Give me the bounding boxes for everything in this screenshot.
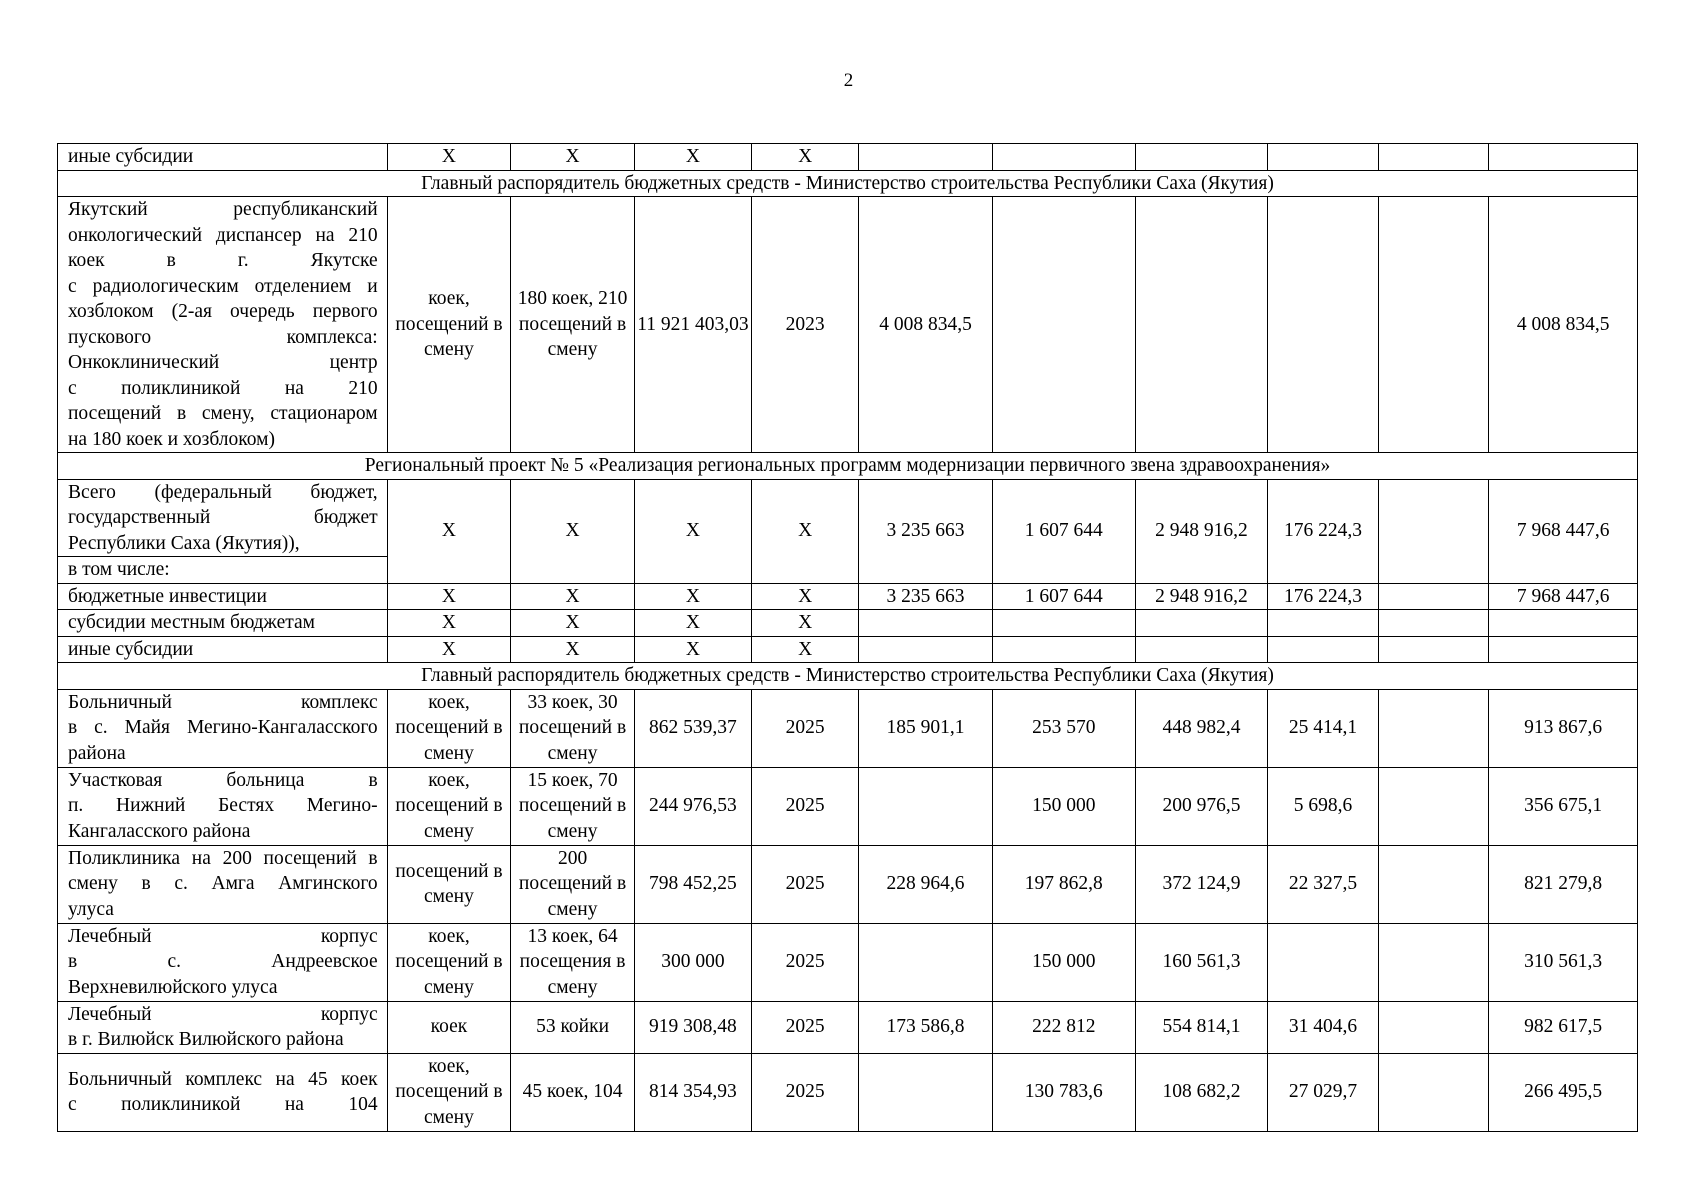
value-cell: 554 814,1	[1135, 1001, 1267, 1053]
value-cell: 160 561,3	[1135, 923, 1267, 1001]
row-name	[58, 1053, 388, 1131]
x-mark: X	[511, 144, 635, 171]
cost-cell: 11 921 403,03	[634, 197, 751, 453]
row-name: иные субсидии	[58, 144, 388, 171]
table-row	[58, 453, 1638, 480]
value-cell: 228 964,6	[859, 845, 992, 923]
x-mark: X	[751, 583, 858, 610]
capacity-cell: 200 посещений в смену	[511, 845, 635, 923]
total-cell: 821 279,8	[1489, 845, 1638, 923]
value-cell: 2 948 916,2	[1135, 479, 1267, 583]
unit-cell: коек, посещений в смену	[387, 1053, 511, 1131]
table-row	[58, 845, 1638, 923]
table-row	[58, 144, 1638, 171]
name-line: онкологический диспансер на 210	[68, 224, 378, 246]
name-line: Участковая больница в	[68, 769, 378, 791]
capacity-cell: 180 коек, 210 посещений в смену	[511, 197, 635, 453]
value-cell: 130 783,6	[992, 1053, 1135, 1131]
unit-cell: коек, посещений в смену	[387, 923, 511, 1001]
name-line: Якутский республиканский	[68, 199, 378, 220]
row-name: в том числе:	[58, 557, 388, 584]
name-line: Онкоклинический центр	[68, 352, 378, 373]
table-row	[58, 1001, 1638, 1053]
cost-cell: 814 354,93	[634, 1053, 751, 1131]
row-name	[58, 923, 388, 1001]
value-cell: 197 862,8	[992, 845, 1135, 923]
row-name	[58, 845, 388, 923]
value-cell: 253 570	[992, 689, 1135, 767]
value-cell: 27 029,7	[1268, 1053, 1379, 1131]
value-cell: 31 404,6	[1268, 1001, 1379, 1053]
year-cell: 2025	[751, 767, 858, 845]
name-line: Поликлиника на 200 посещений в	[68, 847, 378, 869]
budget-table	[57, 143, 1638, 1132]
x-mark: X	[751, 144, 858, 171]
x-mark: X	[634, 610, 751, 637]
name-line: коек в г. Якутске	[68, 250, 378, 271]
value-cell: 25 414,1	[1268, 689, 1379, 767]
name-line: Кангаласского района	[68, 820, 251, 842]
value-cell: 1 607 644	[992, 583, 1135, 610]
value-cell: 150 000	[992, 923, 1135, 1001]
capacity-cell: 33 коек, 30 посещений в смену	[511, 689, 635, 767]
cost-cell: 862 539,37	[634, 689, 751, 767]
value-cell: 108 682,2	[1135, 1053, 1267, 1131]
x-mark: X	[634, 583, 751, 610]
budget-manager-header: Главный распорядитель бюджетных средств - Министерство строительства Республики Саха (Якутия)	[58, 170, 1638, 197]
year-cell: 2025	[751, 923, 858, 1001]
name-line: Республики Саха (Якутия)),	[68, 532, 300, 554]
table-row	[58, 767, 1638, 845]
total-cell: 7 968 447,6	[1489, 583, 1638, 610]
value-cell: 200 976,5	[1135, 767, 1267, 845]
name-line: с радиологическим отделением и	[68, 275, 378, 297]
year-cell: 2023	[751, 197, 858, 453]
name-line: Больничный комплекс	[68, 691, 378, 713]
x-mark: X	[634, 144, 751, 171]
cost-cell: 244 976,53	[634, 767, 751, 845]
name-line: в с. Андреевское	[68, 951, 378, 973]
name-line: государственный бюджет	[68, 507, 378, 528]
total-cell: 913 867,6	[1489, 689, 1638, 767]
row-name	[58, 767, 388, 845]
value-cell: 173 586,8	[859, 1001, 992, 1053]
value-cell: 372 124,9	[1135, 845, 1267, 923]
value-cell: 185 901,1	[859, 689, 992, 767]
table-row	[58, 170, 1638, 197]
x-mark: X	[511, 610, 635, 637]
x-mark: X	[387, 144, 511, 171]
project-header: Региональный проект № 5 «Реализация региональных программ модернизации первичного звена здравоохранения»	[58, 453, 1638, 480]
value-cell: 176 224,3	[1268, 583, 1379, 610]
table-row	[58, 689, 1638, 767]
page-number: 2	[843, 70, 854, 91]
name-line: Больничный комплекс на 45 коек	[68, 1068, 378, 1090]
x-mark: X	[511, 479, 635, 583]
x-mark: X	[387, 479, 511, 583]
row-name: иные субсидии	[58, 636, 388, 663]
value-cell: 4 008 834,5	[859, 197, 992, 453]
value-cell: 3 235 663	[859, 583, 992, 610]
total-cell: 266 495,5	[1489, 1053, 1638, 1131]
row-name: бюджетные инвестиции	[58, 583, 388, 610]
name-line: района	[68, 742, 126, 764]
x-mark: X	[751, 610, 858, 637]
name-line: Лечебный корпус	[68, 1003, 378, 1025]
x-mark: X	[387, 610, 511, 637]
unit-cell: коек	[387, 1001, 511, 1053]
unit-cell: коек, посещений в смену	[387, 197, 511, 453]
name-line: в с. Майя Мегино-Кангаласского	[68, 717, 378, 739]
x-mark: X	[751, 636, 858, 663]
table-row	[58, 636, 1638, 663]
table-row	[58, 1053, 1638, 1131]
name-line: Лечебный корпус	[68, 925, 378, 947]
total-cell: 4 008 834,5	[1489, 197, 1638, 453]
cost-cell: 798 452,25	[634, 845, 751, 923]
table-row	[58, 663, 1638, 690]
row-name	[58, 479, 388, 557]
table-row	[58, 923, 1638, 1001]
year-cell: 2025	[751, 689, 858, 767]
unit-cell: посещений в смену	[387, 845, 511, 923]
value-cell: 222 812	[992, 1001, 1135, 1053]
x-mark: X	[511, 636, 635, 663]
name-line: посещений в смену, стационаром	[68, 403, 378, 424]
x-mark: X	[634, 479, 751, 583]
row-name: субсидии местным бюджетам	[58, 610, 388, 637]
capacity-cell: 13 коек, 64 посещения в смену	[511, 923, 635, 1001]
capacity-cell: 45 коек, 104	[511, 1053, 635, 1131]
row-name	[58, 1001, 388, 1053]
x-mark: X	[511, 583, 635, 610]
x-mark: X	[634, 636, 751, 663]
table-row	[58, 610, 1638, 637]
name-line: с поликлиникой на 210	[68, 377, 378, 399]
value-cell: 448 982,4	[1135, 689, 1267, 767]
value-cell: 22 327,5	[1268, 845, 1379, 923]
name-line: с поликлиникой на 104	[68, 1094, 378, 1115]
cost-cell: 300 000	[634, 923, 751, 1001]
value-cell: 1 607 644	[992, 479, 1135, 583]
name-line: смену в с. Амга Амгинского	[68, 873, 378, 895]
name-line: Всего (федеральный бюджет,	[68, 481, 378, 503]
name-line: пускового комплекса:	[68, 326, 378, 348]
value-cell: 2 948 916,2	[1135, 583, 1267, 610]
name-line: на 180 коек и хозблоком)	[68, 428, 275, 450]
table-row	[58, 583, 1638, 610]
name-line: улуса	[68, 898, 114, 920]
row-name	[58, 689, 388, 767]
total-cell: 7 968 447,6	[1489, 479, 1638, 583]
name-line: в г. Вилюйск Вилюйского района	[68, 1029, 344, 1050]
unit-cell: коек, посещений в смену	[387, 767, 511, 845]
value-cell: 150 000	[992, 767, 1135, 845]
capacity-cell: 53 койки	[511, 1001, 635, 1053]
x-mark: X	[387, 583, 511, 610]
x-mark: X	[751, 479, 858, 583]
year-cell: 2025	[751, 845, 858, 923]
table-row	[58, 479, 1638, 557]
row-name	[58, 197, 388, 453]
budget-manager-header: Главный распорядитель бюджетных средств - Министерство строительства Республики Саха (Якутия)	[58, 663, 1638, 690]
name-line: Верхневилюйского улуса	[68, 976, 278, 998]
year-cell: 2025	[751, 1053, 858, 1131]
name-line: п. Нижний Бестях Мегино-	[68, 795, 378, 817]
total-cell: 356 675,1	[1489, 767, 1638, 845]
year-cell: 2025	[751, 1001, 858, 1053]
value-cell: 3 235 663	[859, 479, 992, 583]
x-mark: X	[387, 636, 511, 663]
value-cell: 176 224,3	[1268, 479, 1379, 583]
cost-cell: 919 308,48	[634, 1001, 751, 1053]
total-cell: 310 561,3	[1489, 923, 1638, 1001]
capacity-cell: 15 коек, 70 посещений в смену	[511, 767, 635, 845]
unit-cell: коек, посещений в смену	[387, 689, 511, 767]
name-line: хозблоком (2-ая очередь первого	[68, 301, 378, 322]
total-cell: 982 617,5	[1489, 1001, 1638, 1053]
table-row	[58, 197, 1638, 453]
value-cell: 5 698,6	[1268, 767, 1379, 845]
